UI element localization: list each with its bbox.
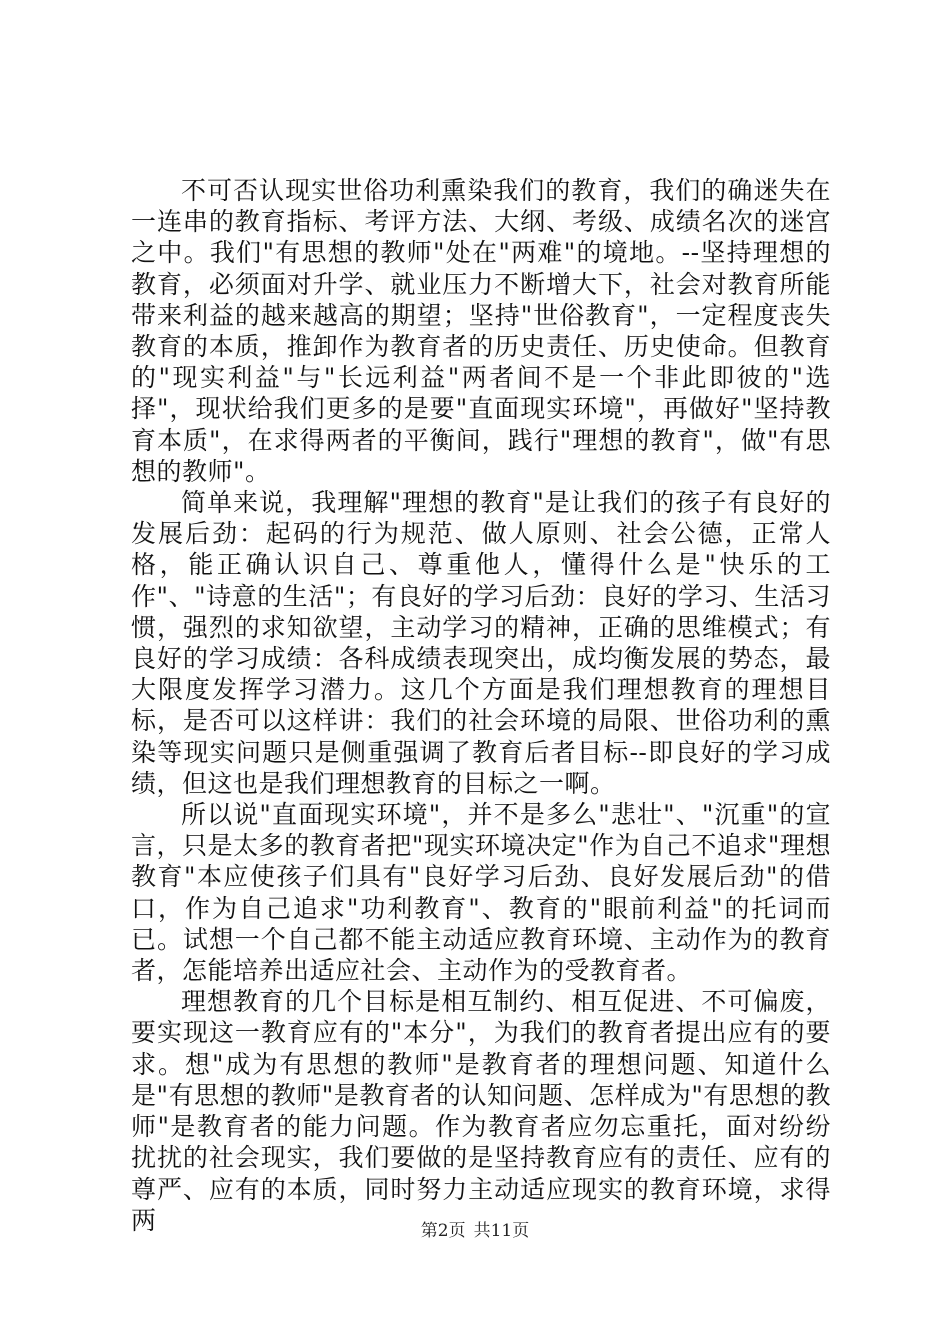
paragraph-1: 不可否认现实世俗功利熏染我们的教育，我们的确迷失在一连串的教育指标、考评方法、大纲、考级、成绩名次的迷宫之中。我们"有思想的教师"处在"两难"的境地。--坚持理想的教育，必须面对升学、就业压力不断增大下，社会对教育所能带来利益的越来越高的期望；坚持"世俗教育"，一定程度丧失教育的本质，推卸作为教育者的历史责任、历史使命。但教育的"现实利益"与"长远利益"两者间不是一个非此即彼的"选择"，现状给我们更多的是要"直面现实环境"，再做好"坚持教育本质"，在求得两者的平衡间，践行"理想的教育"，做"有思想的教师"。: [131, 176, 831, 486]
page-number: 第2页: [420, 1221, 466, 1241]
page-total: 共11页: [473, 1221, 530, 1241]
paragraph-4: 理想教育的几个目标是相互制约、相互促进、不可偏废，要实现这一教育应有的"本分"，为我们的教育者提出应有的要求。想"成为有思想的教师"是教育者的理想问题、知道什么是"有思想的教师"是教育者的认知问题、怎样成为"有思想的教师"是教育者的能力问题。作为教育者应勿忘重托，面对纷纷扰扰的社会现实，我们要做的是坚持教育应有的责任、应有的尊严、应有的本质，同时努力主动适应现实的教育环境，求得两: [131, 987, 831, 1235]
paragraph-3: 所以说"直面现实环境"，并不是多么"悲壮"、"沉重"的宣言，只是太多的教育者把"现实环境决定"作为自己不追求"理想教育"本应使孩子们具有"良好学习后劲、良好发展后劲"的借口，作为自己追求"功利教育"、教育的"眼前利益"的托词而已。试想一个自己都不能主动适应教育环境、主动作为的教育者，怎能培养出适应社会、主动作为的受教育者。: [131, 800, 831, 986]
page-footer: [0, 1216, 950, 1241]
document-body: [131, 175, 831, 1236]
paragraph-2: 简单来说，我理解"理想的教育"是让我们的孩子有良好的发展后劲：起码的行为规范、做人原则、社会公德，正常人格，能正确认识自己、尊重他人，懂得什么是"快乐的工作"、"诗意的生活"；有良好的学习后劲：良好的学习、生活习惯，强烈的求知欲望，主动学习的精神，正确的思维模式；有良好的学习成绩：各科成绩表现突出，成均衡发展的势态，最大限度发挥学习潜力。这几个方面是我们理想教育的理想目标，是否可以这样讲：我们的社会环境的局限、世俗功利的熏染等现实问题只是侧重强调了教育后者目标--即良好的学习成绩，但这也是我们理想教育的目标之一啊。: [131, 488, 831, 798]
